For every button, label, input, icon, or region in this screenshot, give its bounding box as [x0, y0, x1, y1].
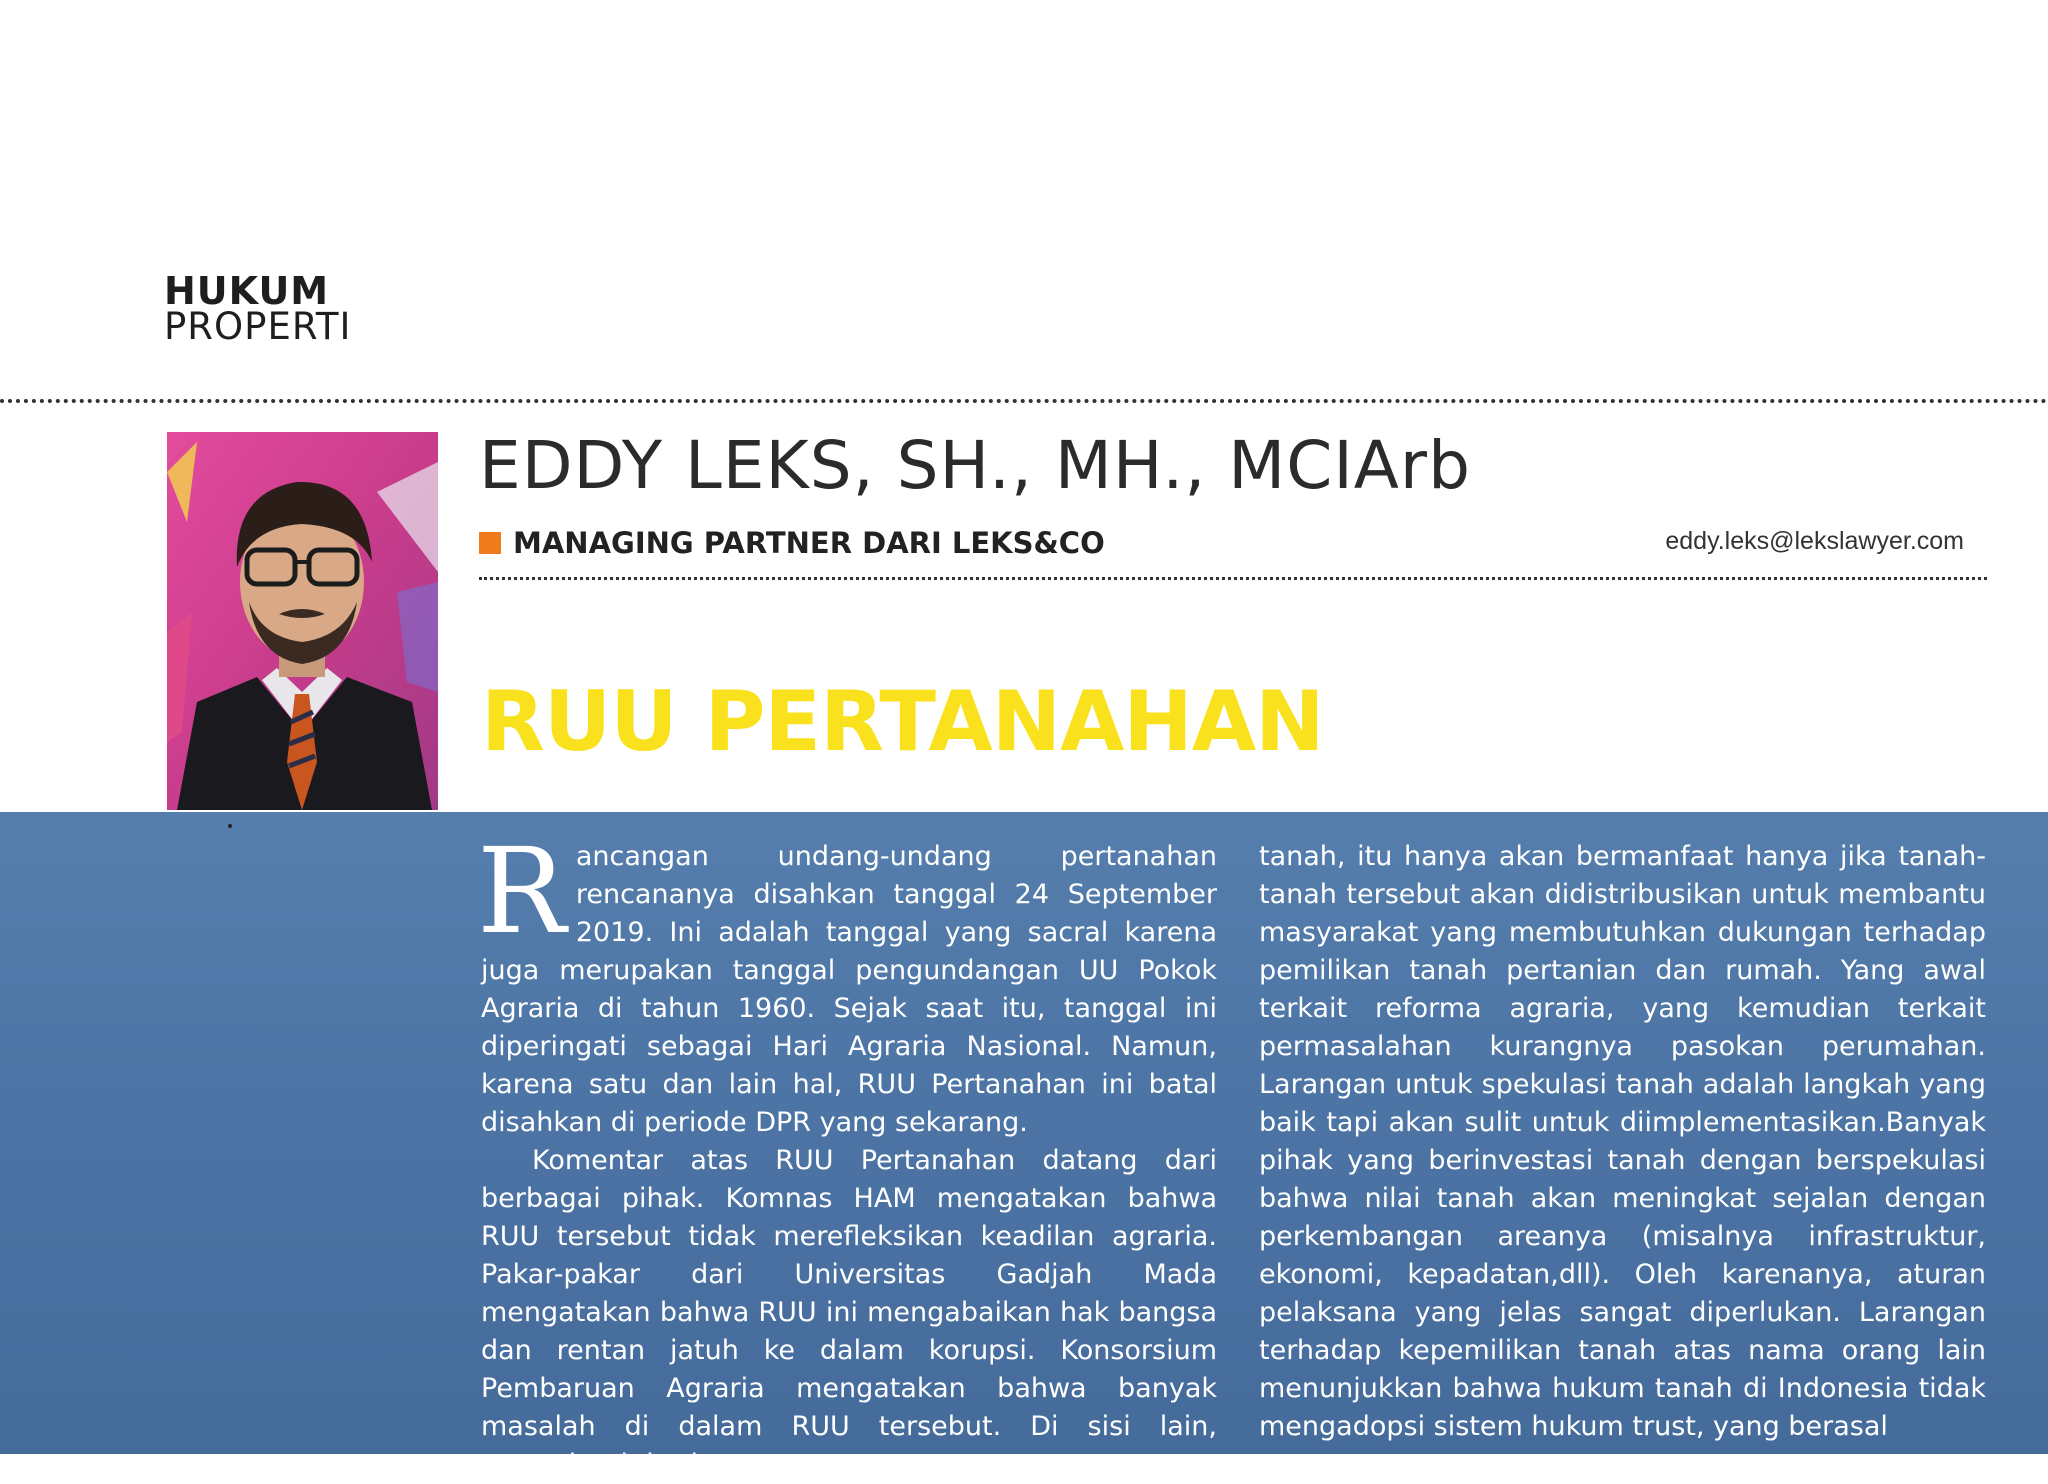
author-portrait-icon [167, 432, 438, 810]
paragraph-1 [477, 822, 1217, 1142]
section-tag [164, 269, 352, 348]
header-divider [0, 399, 2048, 403]
dropcap: R [477, 822, 566, 960]
section-tag-line1: HUKUM [164, 269, 330, 313]
author-role [479, 525, 1105, 561]
paragraph-1-text: ancangan undang-undang pertanahan rencananya disahkan tanggal 24 September 2019. Ini adalah tanggal yang sacral karena juga merupakan tanggal pengundangan UU Pokok Agraria di tahun 1960. Sejak saat itu, tanggal ini diperingati sebagai Hari Agraria Nasional. Namun, karena satu dan lain hal, RUU Pertanahan ini batal disahkan di periode DPR yang sekarang. [481, 841, 1217, 1138]
article-column-left [477, 822, 1217, 1484]
author-photo [167, 432, 438, 810]
author-email[interactable]: eddy.leks@lekslawyer.com [1665, 527, 1964, 555]
section-tag-line2: PROPERTI [164, 305, 352, 348]
paragraph-2: Komentar atas RUU Pertanahan datang dari berbagai pihak. Komnas HAM mengatakan bahwa RUU tersebut tidak merefleksikan keadilan agraria. Pakar-pakar dari Universitas Gadjah Mada mengatakan bahwa RUU ini mengabaikan hak bangsa dan rentan jatuh ke dalam korupsi. Konsorsium Pembaruan Agraria mengatakan bahwa banyak masalah di dalam RUU tersebut. Di sisi lain, pemerintah berharap agar [481, 1145, 1217, 1480]
paragraph-right-1: tanah, itu hanya akan bermanfaat hanya jika tanah-tanah tersebut akan didistribusikan untuk membantu masyarakat yang membutuhkan dukungan terhadap pemilikan tanah pertanian dan rumah. Yang awal terkait reforma agraria, yang kemudian terkait permasalahan kurangnya pasokan perumahan. Larangan untuk spekulasi tanah adalah langkah yang baik tapi akan sulit untuk diimplementasikan.Banyak pihak yang berinvestasi tanah dengan berspekulasi bahwa nilai tanah akan meningkat sejalan dengan perkembangan areanya (misalnya infrastruktur, ekonomi, kepadatan,dll). Oleh karenanya, aturan pelaksana yang jelas sangat diperlukan. Larangan terhadap kepemilikan tanah atas nama orang lain menunjukkan bahwa hukum tanah di Indonesia tidak mengadopsi sistem hukum trust, yang berasal [1259, 841, 1986, 1442]
stray-dot [228, 824, 232, 828]
author-role-text: MANAGING PARTNER DARI LEKS&CO [513, 526, 1105, 560]
author-divider [479, 577, 1987, 580]
author-name: EDDY LEKS, SH., MH., MCIArb [479, 427, 1471, 504]
role-bullet-icon [479, 532, 501, 554]
article-column-right [1259, 838, 1986, 1446]
article-title: RUU PERTANAHAN [481, 673, 1324, 770]
